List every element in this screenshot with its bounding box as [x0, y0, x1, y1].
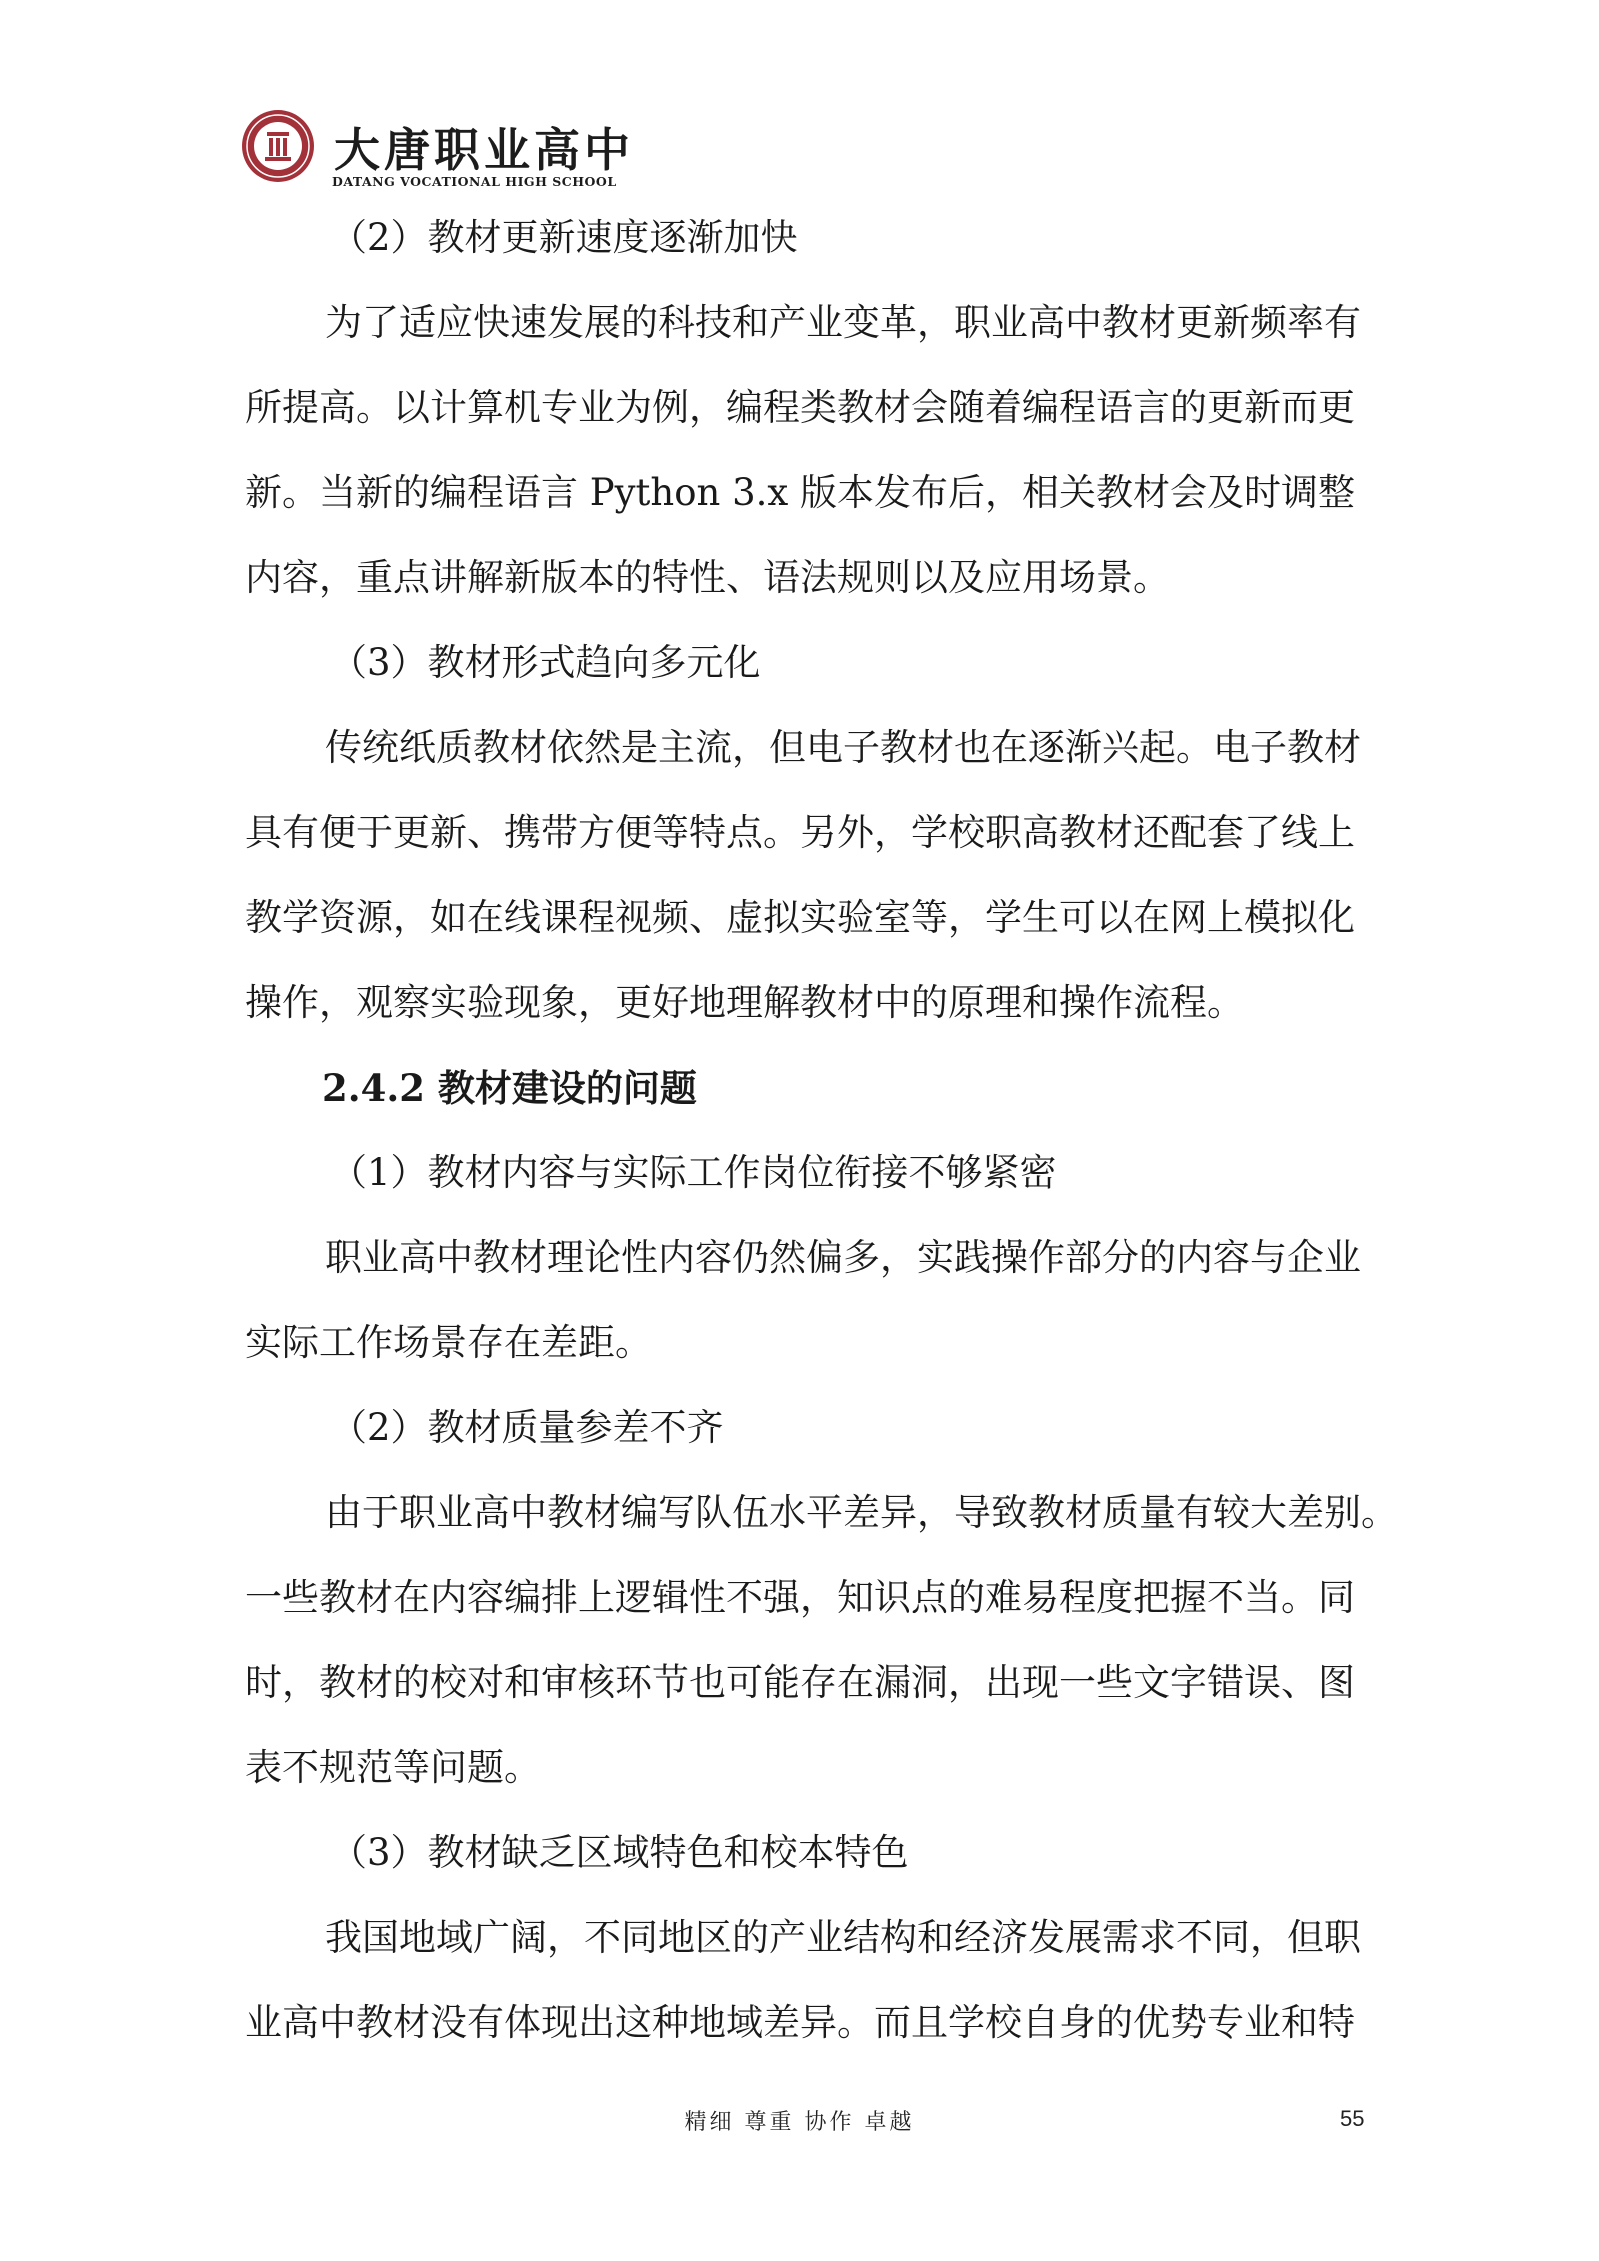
paragraph-line: 时，教材的校对和审核环节也可能存在漏洞，出现一些文字错误、图: [245, 1661, 1355, 1704]
school-name-cn: 大唐职业高中: [334, 123, 634, 177]
paragraph-line: 我国地域广阔，不同地区的产业结构和经济发展需求不同，但职: [325, 1916, 1361, 1959]
paragraph-line: 表不规范等问题。: [245, 1746, 541, 1789]
paragraph-line: 传统纸质教材依然是主流，但电子教材也在逐渐兴起。电子教材: [325, 726, 1361, 769]
subheading: （3）教材形式趋向多元化: [330, 641, 761, 684]
paragraph-line: 实际工作场景存在差距。: [245, 1321, 652, 1364]
subheading: （2）教材更新速度逐渐加快: [330, 216, 798, 259]
paragraph-line: 业高中教材没有体现出这种地域差异。而且学校自身的优势专业和特: [245, 2001, 1355, 2044]
paragraph-line: 为了适应快速发展的科技和产业变革，职业高中教材更新频率有: [325, 301, 1361, 344]
paragraph-line: 一些教材在内容编排上逻辑性不强，知识点的难易程度把握不当。同: [245, 1576, 1355, 1619]
paragraph-line: 内容，重点讲解新版本的特性、语法规则以及应用场景。: [245, 556, 1170, 599]
paragraph-line: 由于职业高中教材编写队伍水平差异，导致教材质量有较大差别。: [325, 1491, 1398, 1534]
paragraph-line: 教学资源，如在线课程视频、虚拟实验室等，学生可以在网上模拟化: [245, 896, 1355, 939]
page-header: [240, 108, 660, 192]
school-name-en: DATANG VOCATIONAL HIGH SCHOOL: [332, 174, 617, 189]
paragraph-line: 操作，观察实验现象，更好地理解教材中的原理和操作流程。: [245, 981, 1244, 1024]
subheading: （3）教材缺乏区域特色和校本特色: [330, 1831, 909, 1874]
school-seal-icon: [240, 108, 316, 184]
footer-motto: 精细 尊重 协作 卓越: [684, 2110, 915, 2135]
paragraph-line: 所提高。以计算机专业为例，编程类教材会随着编程语言的更新而更: [245, 386, 1355, 429]
subheading: （1）教材内容与实际工作岗位衔接不够紧密: [330, 1151, 1057, 1194]
subheading: （2）教材质量参差不齐: [330, 1406, 724, 1449]
paragraph-line: 新。当新的编程语言 Python 3.x 版本发布后，相关教材会及时调整: [245, 471, 1356, 514]
section-heading: 2.4.2 教材建设的问题: [322, 1066, 697, 1110]
page-number: 55: [1340, 2106, 1365, 2131]
paragraph-line: 具有便于更新、携带方便等特点。另外，学校职高教材还配套了线上: [245, 811, 1355, 854]
paragraph-line: 职业高中教材理论性内容仍然偏多，实践操作部分的内容与企业: [325, 1236, 1361, 1279]
